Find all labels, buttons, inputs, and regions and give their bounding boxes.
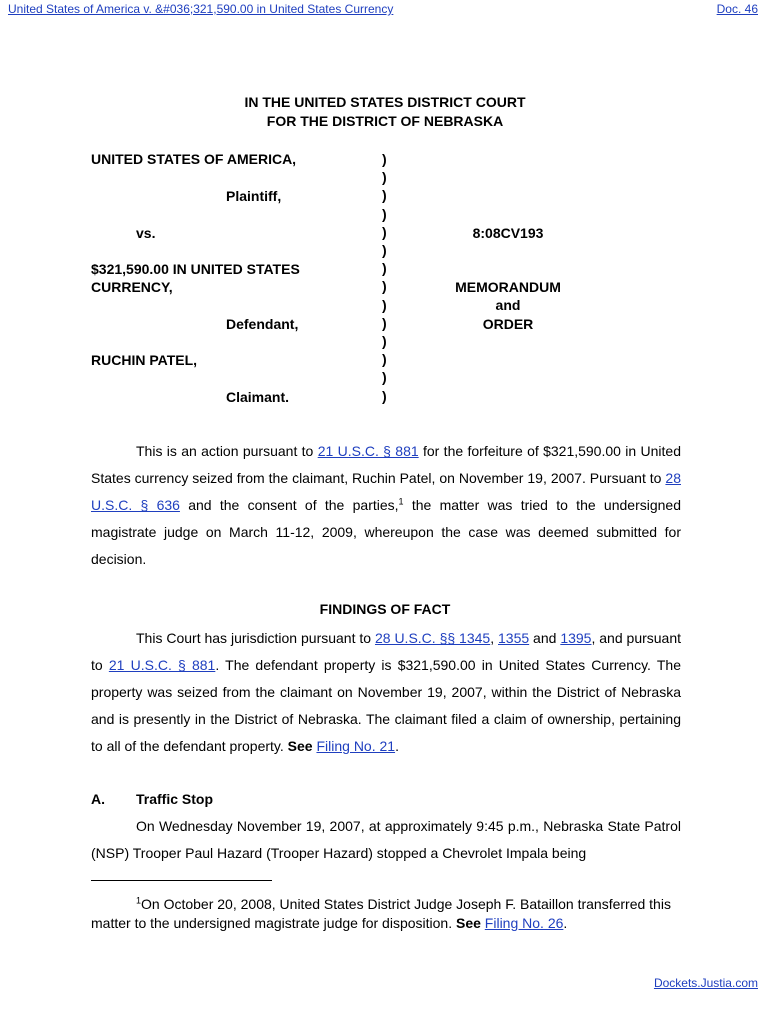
paren: ) bbox=[382, 351, 387, 368]
filing-26-link[interactable]: Filing No. 26 bbox=[484, 915, 564, 931]
paren: ) bbox=[382, 296, 387, 313]
statute-link-28-usc-636[interactable]: 28 U.S.C. § 636 bbox=[91, 470, 681, 513]
versus-label: vs. bbox=[136, 225, 156, 241]
paren: ) bbox=[382, 314, 387, 331]
case-title-link[interactable]: United States of America v. &#036;321,590.00 in United States Currency bbox=[8, 2, 394, 16]
paren: ) bbox=[382, 387, 387, 404]
footnote-divider bbox=[91, 880, 272, 881]
see-signal: See bbox=[455, 915, 481, 931]
defendant-name-line1: $321,590.00 IN UNITED STATES bbox=[91, 261, 300, 277]
defendant-role: Defendant, bbox=[226, 316, 299, 332]
statute-link-28-usc-1345[interactable]: 28 U.S.C. §§ 1345 bbox=[374, 630, 491, 646]
statute-link-21-usc-881[interactable]: 21 U.S.C. § 881 bbox=[317, 443, 419, 459]
paren: ) bbox=[382, 333, 387, 350]
footnote-mark: 1 bbox=[136, 895, 142, 906]
paren: ) bbox=[382, 369, 387, 386]
plaintiff-name: UNITED STATES OF AMERICA, bbox=[91, 151, 297, 167]
claimant-role: Claimant. bbox=[226, 389, 290, 405]
paren: ) bbox=[382, 169, 387, 186]
doc-type-line2: and bbox=[495, 297, 521, 313]
findings-heading: FINDINGS OF FACT bbox=[319, 601, 451, 617]
court-name-line1: IN THE UNITED STATES DISTRICT COURT bbox=[244, 94, 526, 110]
section-a-title: Traffic Stop bbox=[136, 791, 214, 807]
defendant-name-line2: CURRENCY, bbox=[91, 279, 173, 295]
paren: ) bbox=[382, 242, 387, 259]
paren: ) bbox=[382, 205, 387, 222]
claimant-name: RUCHIN PATEL, bbox=[91, 352, 198, 368]
statute-link-21-usc-881-b[interactable]: 21 U.S.C. § 881 bbox=[108, 657, 216, 673]
doc-number-link[interactable]: Doc. 46 bbox=[716, 2, 758, 16]
see-signal: See bbox=[287, 738, 313, 754]
findings-paragraph: This Court has jurisdiction pursuant to 28 U.S.C. §§ 1345, 1355 and 1395, and pursuant to 21 U.S.C. § 881. The defendant property is $321,590.00 in United States Currency. The property was seized from the claimant on November 19, 2007, within the District of Nebraska and is presently in the District of Nebraska. The claimant filed a claim of ownership, pertaining to all of the defendant property. See Filing No. 21. bbox=[91, 630, 682, 754]
intro-paragraph: This is an action pursuant to 21 U.S.C. § 881 for the forfeiture of $321,590.00 in United States currency seized from the claimant, Ruchin Patel, on November 19, 2007. Pursuant to 28 U.S.C. § 636 and the consent of the parties,$^1$ the matter was tried to the undersigned magistrate judge on March 11-12, 2009, whereupon the case was deemed submitted for decision. bbox=[91, 443, 681, 567]
footnote: $^1$On October 20, 2008, United States District Judge Joseph F. Bataillon transferred this matter to the undersigned magistrate judge for disposition. See Filing No. 26. bbox=[91, 895, 671, 931]
paren: ) bbox=[382, 223, 387, 240]
statute-link-1355[interactable]: 1355 bbox=[498, 630, 530, 646]
paren: ) bbox=[382, 278, 387, 295]
section-a-letter: A. bbox=[91, 791, 105, 807]
doc-type-line1: MEMORANDUM bbox=[455, 279, 561, 295]
paren: ) bbox=[382, 260, 387, 277]
court-name-line2: FOR THE DISTRICT OF NEBRASKA bbox=[266, 113, 504, 129]
paren: ) bbox=[382, 151, 387, 167]
case-number: 8:08CV193 bbox=[472, 225, 544, 241]
footnote-reference: 1 bbox=[398, 496, 404, 507]
caption-parentheses bbox=[382, 150, 387, 405]
doc-type-line3: ORDER bbox=[482, 316, 534, 332]
plaintiff-role: Plaintiff, bbox=[226, 188, 282, 204]
justia-dockets-link[interactable]: Dockets.Justia.com bbox=[653, 976, 758, 990]
filing-21-link[interactable]: Filing No. 21 bbox=[316, 738, 396, 754]
section-a-paragraph: On Wednesday November 19, 2007, at approximately 9:45 p.m., Nebraska State Patrol (NSP) Trooper Paul Hazard (Trooper Hazard) stopped a Chevrolet Impala being bbox=[91, 818, 681, 861]
statute-link-1395[interactable]: 1395 bbox=[560, 630, 592, 646]
paren: ) bbox=[382, 187, 387, 204]
